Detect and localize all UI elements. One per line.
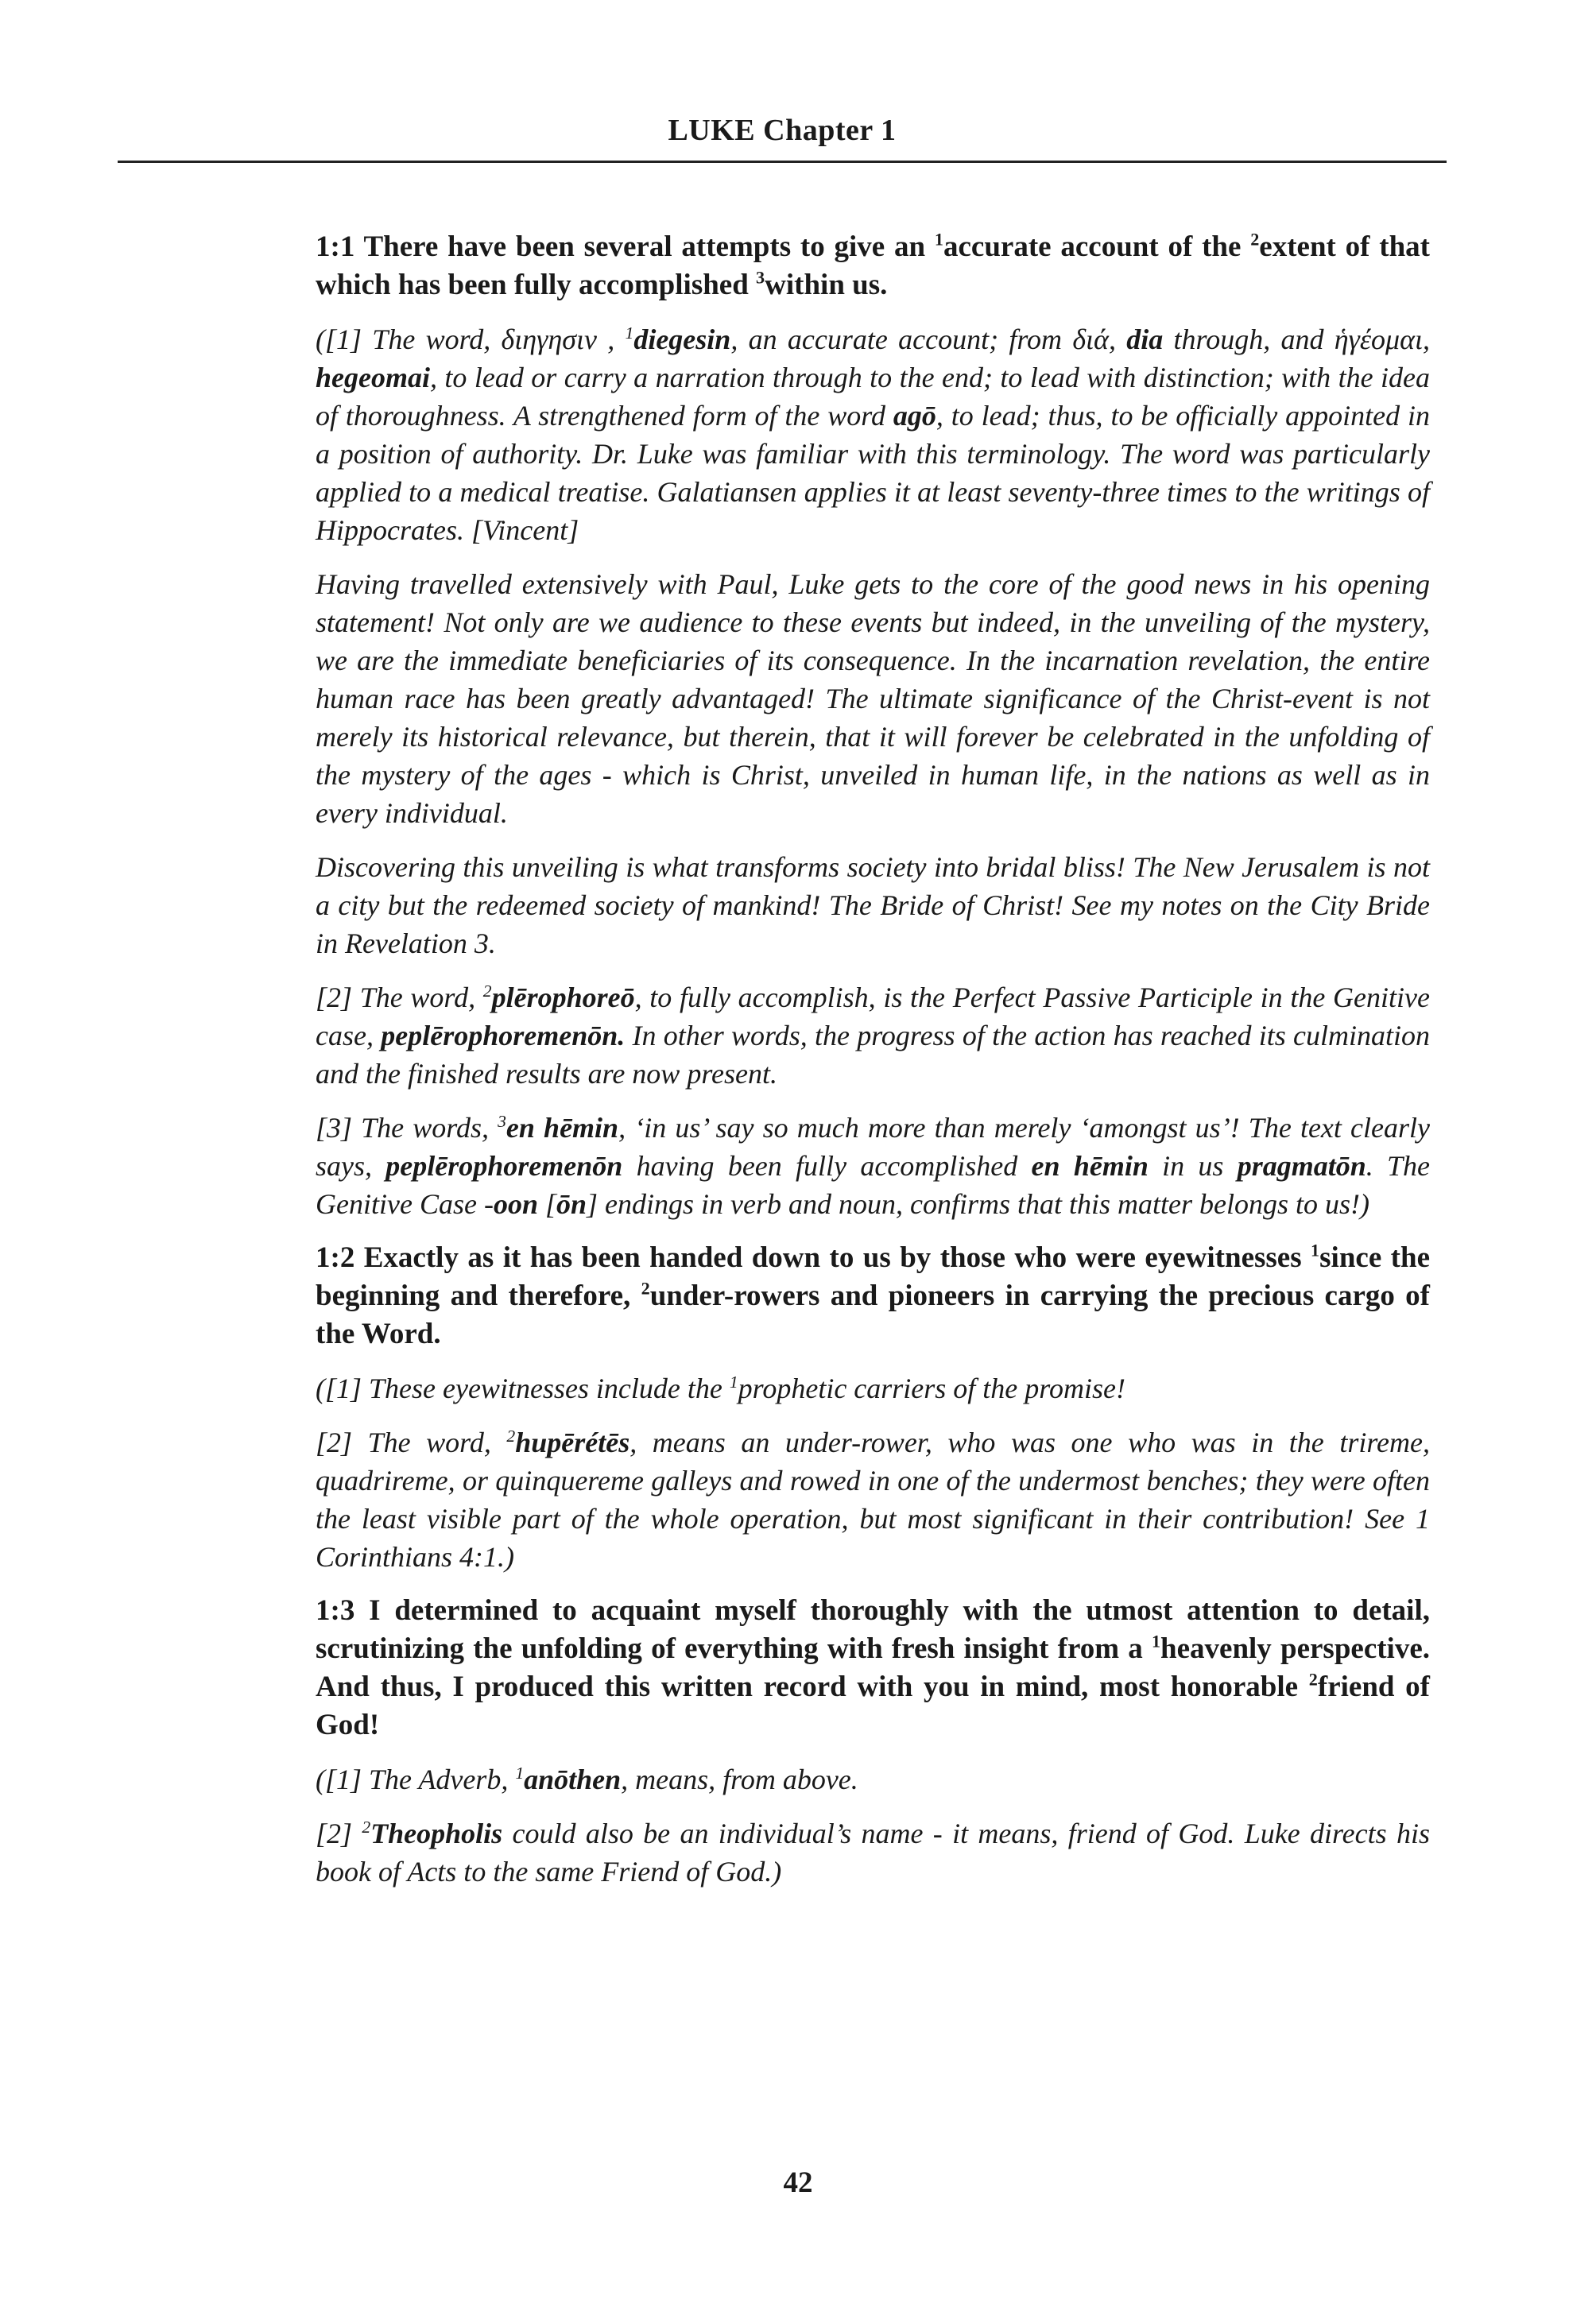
footnote-marker: 2 [482,982,492,1001]
footnote-marker: 1 [515,1764,525,1783]
greek-term: oon [493,1188,538,1220]
footnote-marker: 1 [729,1373,738,1392]
greek-term: anōthen [524,1764,622,1795]
page-body [316,228,1430,1907]
greek-term: ōn [556,1188,587,1220]
footnote-marker: 3 [498,1112,506,1131]
footnote-marker: 1 [1311,1240,1320,1260]
commentary-note-huperetes: [2] The word, $^2$hupērétēs, means an under-rower, who was one who was in the trireme, quadrireme, or quinquereme galleys and rowed in one of the undermost benches; they were often the least visible part of the whole operation, but most significant in their contribution! See 1 Corinthians 4:1.) [316,1427,1430,1573]
commentary-note-anothen: ([1] The Adverb, $^1$anōthen, means, from above. [316,1764,858,1795]
commentary-note-en-hemin: [3] The words, $^3$en hēmin, ‘in us’ say so much more than merely ‘amongst us’! The text clearly says, peplērophoremenōn having been fully accomplished en hēmin in us pragmatōn. The Genitive Case -oon [ōn] endings in verb and noun, confirms that this matter belongs to us!) [316,1112,1431,1220]
greek-term: agō [893,400,936,432]
greek-term: Theopholis [370,1818,503,1849]
greek-term: peplērophoremenōn. [381,1020,626,1051]
greek-term: pragmatōn [1237,1150,1366,1182]
verse-1-3: 1:3 I determined to acquaint myself thoroughly with the utmost attention to detail, scrutinizing the unfolding of everything with fresh insight from a $^1$heavenly perspective. And thus, I produced this written record with you in mind, most honorable $^2$friend of God! [316,1594,1431,1741]
footnote-marker: 2 [506,1427,516,1446]
verse-1-2: 1:2 Exactly as it has been handed down to us by those who were eyewitnesses $^1$since the beginning and therefore, $^2$under-rowers and pioneers in carrying the precious cargo of the Word. [316,1240,1430,1350]
footnote-marker: 1 [625,323,634,343]
footnote-marker: 2 [362,1818,371,1837]
footnote-marker: 1 [1151,1631,1161,1651]
commentary-paragraph: Discovering this unveiling is what transforms society into bridal bliss! The New Jerusalem is not a city but the redeemed society of mankind! The Bride of Christ! See my notes on the City Bride in Revelation 3. [316,851,1430,959]
greek-term: hupērétēs [515,1427,630,1458]
greek-term: peplērophoremenōn [385,1150,623,1182]
commentary-note-theopholis: [2] $^2$Theopholis could also be an individual’s name - it means, friend of God. Luke directs his book of Acts to the same Friend of God.) [316,1818,1430,1888]
commentary-note-diegesin: ([1] The word, διηγησιν , $^1$diegesin, an accurate account; from διά, dia through, and ἡγέομαι, hegeomai, to lead or carry a narration through to the end; to lead with distinction; with the idea of thoroughness. A strengthened form of the word agō, to lead; thus, to be officially appointed in a position of authority. Dr. Luke was familiar with this terminology. The word was particularly applied to a medical treatise. Galatiansen applies it at least seventy-three times to the writings of Hippocrates. [Vincent] [316,323,1431,546]
verse-1-1: 1:1 There have been several attempts to give an $^1$accurate account of the $^2$extent of that which has been fully accomplished $^3$within us. [316,229,1430,301]
commentary-note-plerophoreo: [2] The word, $^2$plērophoreō, to fully accomplish, is the Perfect Passive Participle in the Genitive case, peplērophoremenōn. In other words, the progress of the action has reached its culmination and the finished results are now present. [316,982,1430,1090]
header-rule [118,161,1447,163]
page-number: 42 [783,2166,813,2199]
footnote-marker: 2 [1308,1669,1318,1690]
greek-term: dia [1126,323,1164,355]
greek-term: plērophoreō [491,982,635,1013]
commentary-paragraph: Having travelled extensively with Paul, Luke gets to the core of the good news in his opening statement! Not only are we audience to these events but indeed, in the unveiling of the mystery, we are the immediate beneficiaries of its consequence. In the incarnation revelation, the entire human race has been greatly advantaged! The ultimate significance of the Christ-event is not merely its historical relevance, but therein, that it will forever be celebrated in the unfolding of the mystery of the ages - which is Christ, unveiled in human life, in the nations as well as in every individual. [316,568,1430,829]
greek-term: en hēmin [506,1112,619,1144]
footnote-marker: 3 [756,267,765,288]
running-head: LUKE Chapter 1 [668,114,897,147]
footnote-marker: 2 [1250,229,1260,250]
footnote-marker: 2 [641,1278,650,1299]
greek-term: hegeomai [316,362,430,393]
commentary-note-eyewitnesses: ([1] These eyewitnesses include the $^1$prophetic carriers of the promise! [316,1373,1125,1404]
footnote-marker: 1 [934,229,943,250]
greek-term: diegesin [633,323,731,355]
greek-term: en hēmin [1031,1150,1149,1182]
